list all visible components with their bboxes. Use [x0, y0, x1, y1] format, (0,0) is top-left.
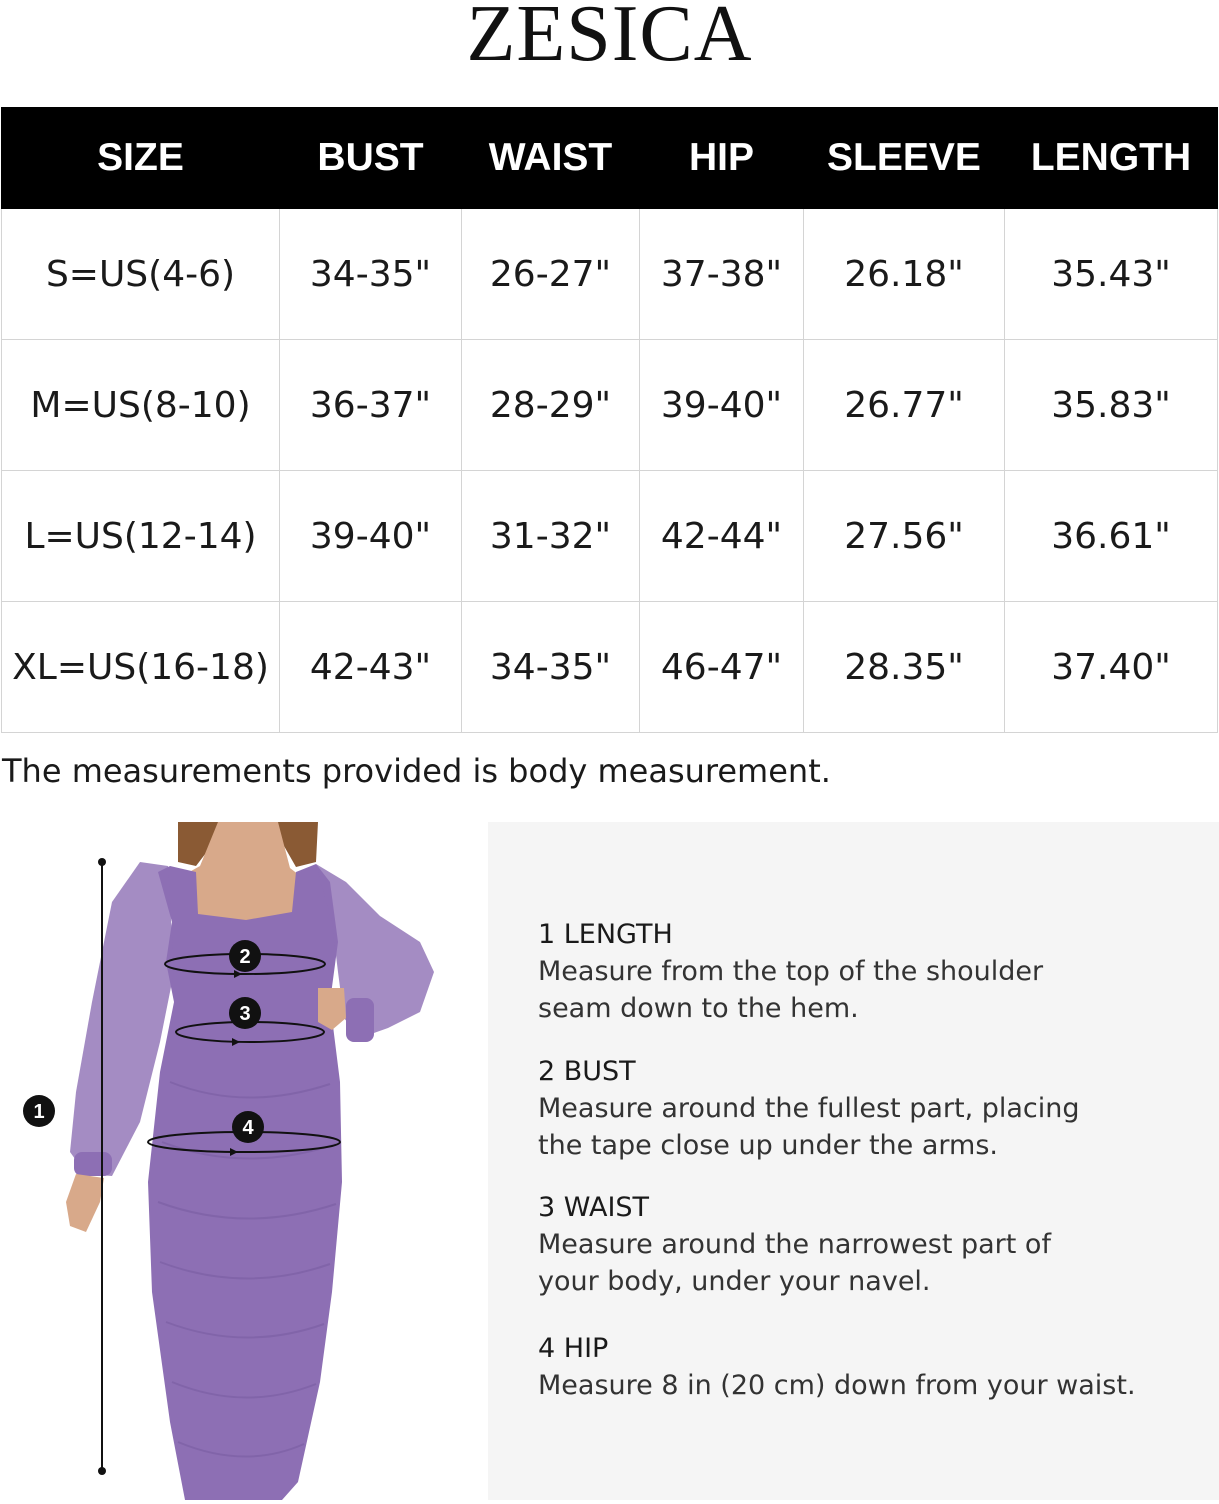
cell-size: S=US(4-6) [2, 209, 280, 340]
dress-illustration [0, 822, 470, 1500]
cell-waist: 26-27" [462, 209, 640, 340]
svg-text:4: 4 [242, 1117, 254, 1139]
table-row [2, 209, 1218, 340]
cell-length: 35.43" [1005, 209, 1218, 340]
guide-item-bust [538, 1055, 1178, 1163]
cell-length: 37.40" [1005, 602, 1218, 733]
cell-sleeve: 26.18" [804, 209, 1005, 340]
cell-hip: 37-38" [640, 209, 804, 340]
header-waist: WAIST [462, 108, 640, 209]
right-hand [318, 988, 346, 1030]
guide-desc-line: Measure around the narrowest part of [538, 1229, 1051, 1260]
guide-desc-line: Measure around the fullest part, placing [538, 1093, 1080, 1124]
guide-desc-line: Measure from the top of the shoulder [538, 956, 1044, 987]
cell-bust: 34-35" [280, 209, 462, 340]
cell-length: 35.83" [1005, 340, 1218, 471]
brand-logo: ZESICA [466, 0, 753, 78]
guide-title: 4 HIP [538, 1333, 609, 1364]
cell-waist: 31-32" [462, 471, 640, 602]
table-row [2, 471, 1218, 602]
header-sleeve: SLEEVE [804, 108, 1005, 209]
cell-bust: 39-40" [280, 471, 462, 602]
svg-text:2: 2 [239, 946, 251, 968]
cell-hip: 42-44" [640, 471, 804, 602]
cell-waist: 34-35" [462, 602, 640, 733]
cell-size: M=US(8-10) [2, 340, 280, 471]
marker-3 [229, 997, 261, 1029]
cell-length: 36.61" [1005, 471, 1218, 602]
header-size: SIZE [2, 108, 280, 209]
header-bust: BUST [280, 108, 462, 209]
guide-desc-line: your body, under your navel. [538, 1266, 931, 1297]
guide-title: 1 LENGTH [538, 919, 673, 950]
cell-bust: 36-37" [280, 340, 462, 471]
svg-text:3: 3 [239, 1003, 251, 1025]
guide-title: 3 WAIST [538, 1192, 650, 1223]
header-length: LENGTH [1005, 108, 1218, 209]
cell-size: XL=US(16-18) [2, 602, 280, 733]
cell-bust: 42-43" [280, 602, 462, 733]
marker-2 [229, 940, 261, 972]
cell-hip: 46-47" [640, 602, 804, 733]
table-row [2, 340, 1218, 471]
cell-sleeve: 28.35" [804, 602, 1005, 733]
length-line-bottom-dot [98, 1467, 106, 1475]
cell-size: L=US(12-14) [2, 471, 280, 602]
guide-desc-line: the tape close up under the arms. [538, 1130, 998, 1161]
marker-4 [232, 1111, 264, 1143]
cell-waist: 28-29" [462, 340, 640, 471]
guide-desc-line: seam down to the hem. [538, 993, 859, 1024]
marker-1 [23, 1095, 55, 1127]
left-hand [66, 1174, 104, 1232]
guide-item-length [538, 918, 1178, 1026]
guide-desc-line: Measure 8 in (20 cm) down from your waist. [538, 1370, 1136, 1401]
guide-item-waist [538, 1191, 1178, 1299]
cell-sleeve: 27.56" [804, 471, 1005, 602]
guide-item-hip [538, 1332, 1178, 1403]
right-cuff [346, 998, 374, 1042]
cell-sleeve: 26.77" [804, 340, 1005, 471]
svg-text:1: 1 [33, 1101, 45, 1123]
table-header-row [2, 108, 1218, 209]
table-row [2, 602, 1218, 733]
guide-title: 2 BUST [538, 1056, 636, 1087]
header-hip: HIP [640, 108, 804, 209]
size-chart-table [1, 107, 1218, 733]
model-figure [0, 822, 470, 1500]
measurement-note: The measurements provided is body measurement. [2, 752, 831, 790]
length-line-top-dot [98, 858, 106, 866]
left-cuff [74, 1152, 112, 1176]
measurement-guide-panel [488, 822, 1219, 1500]
cell-hip: 39-40" [640, 340, 804, 471]
